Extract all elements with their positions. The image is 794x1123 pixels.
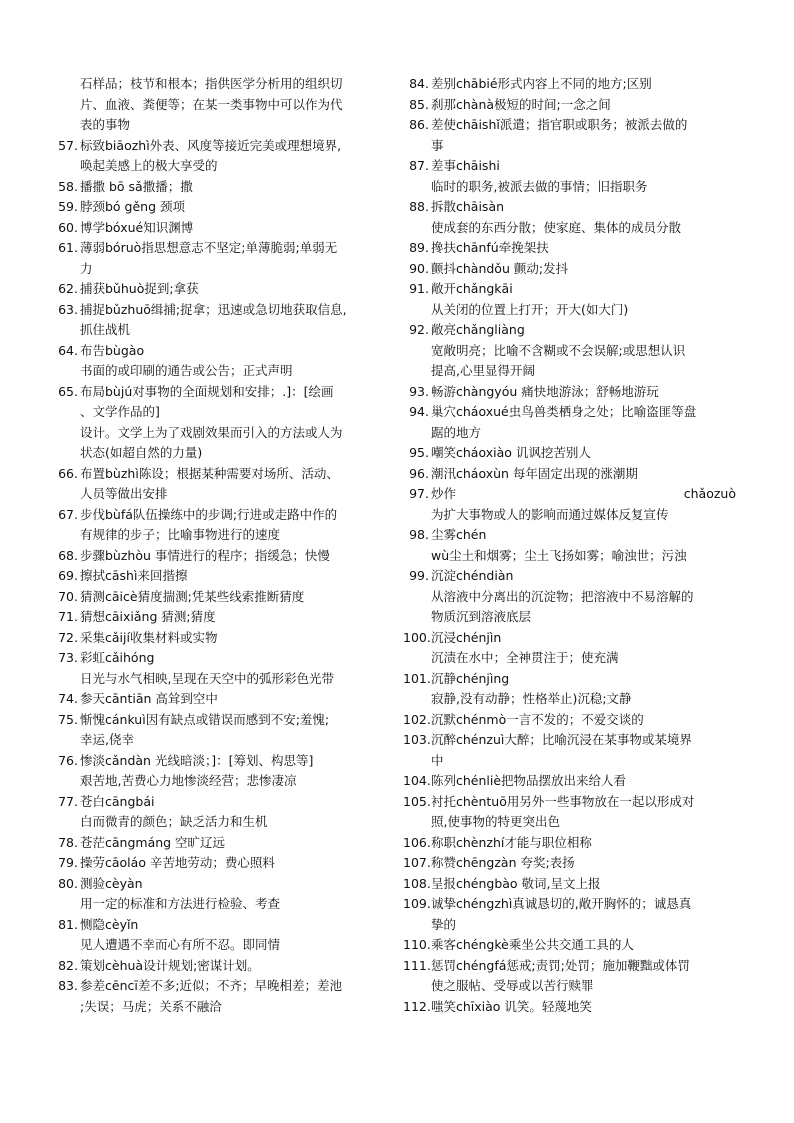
entry-number: 79. xyxy=(58,855,78,870)
vocab-entry xyxy=(403,853,736,874)
vocab-entry xyxy=(50,607,378,628)
entry-number: 63. xyxy=(58,301,78,317)
entry-line: 采集cǎijí收集材料或实物 xyxy=(80,629,218,645)
entry-number: 83. xyxy=(58,978,78,993)
entry-number: 84. xyxy=(409,76,429,91)
entry-line: 搀扶chānfú牵挽架扶 xyxy=(431,240,549,255)
entry-line: 乘客chéngkè乘坐公共交通工具的人 xyxy=(431,937,634,952)
entry-number: 81. xyxy=(58,916,78,932)
vocab-entry xyxy=(403,771,736,792)
entry-text xyxy=(429,443,736,464)
entry-text xyxy=(429,771,736,792)
vocab-entry xyxy=(50,74,378,136)
entry-line: 策划cèhuà设计规划;密谋计划。 xyxy=(80,957,260,973)
entry-line: 中 xyxy=(431,752,444,768)
vocab-entry xyxy=(50,751,378,792)
entry-text xyxy=(429,792,736,833)
vocab-entry xyxy=(50,218,378,239)
entry-number: 70. xyxy=(58,588,78,604)
vocab-entry xyxy=(50,710,378,751)
entry-line: 嘲笑cháoxiào 讥讽挖苦别人 xyxy=(431,445,591,460)
entry-line: 博学bóxué知识渊博 xyxy=(80,219,194,235)
entry-text xyxy=(78,956,378,977)
entry-number: 61. xyxy=(58,240,78,255)
entry-line: 为扩大事物或人的影响而通过媒体反复宣传 xyxy=(431,506,669,522)
entry-text xyxy=(78,833,378,854)
entry-text xyxy=(78,300,378,341)
entry-line: 惨淡cǎndàn 光线暗淡；]：[筹划、构思等] xyxy=(80,752,314,768)
entry-line: 敞亮chǎngliàng xyxy=(431,322,525,337)
entry-text xyxy=(429,464,736,485)
entry-line: 惩罚chéngfá惩戒;责罚;处罚；施加鞭黜或体罚 xyxy=(431,957,690,973)
entry-line: 诚挚chéngzhì真诚恳切的,敞开胸怀的；诚恳真 xyxy=(431,896,692,911)
entry-text xyxy=(78,648,378,689)
entry-line: 力 xyxy=(80,260,93,276)
entry-number: 73. xyxy=(58,650,78,665)
entry-line: 猜测cāicè猜度揣测;凭某些线索推断猜度 xyxy=(80,588,305,604)
entry-text xyxy=(429,833,736,854)
entry-line: 猜想cāixiǎng 猜测;猜度 xyxy=(80,609,216,624)
vocab-entry xyxy=(50,341,378,382)
entry-text xyxy=(429,894,736,935)
entry-text xyxy=(429,115,736,156)
entry-number: 67. xyxy=(58,506,78,522)
entry-line: 步伐bùfá队伍操练中的步调;行进或走路中作的 xyxy=(80,506,338,522)
entry-line: 呈报chéngbào 敬词,呈文上报 xyxy=(431,875,601,891)
entry-number: 96. xyxy=(409,465,429,481)
entry-number: 112. xyxy=(403,998,431,1014)
vocab-entry xyxy=(50,689,378,710)
entry-number: 104. xyxy=(403,773,431,788)
vocab-entry xyxy=(403,956,736,997)
entry-text xyxy=(78,136,378,177)
entry-number: 103. xyxy=(403,732,431,747)
vocab-entry xyxy=(50,853,378,874)
entry-number: 105. xyxy=(403,793,431,809)
entry-line: 使成套的东西分散；使家庭、集体的成员分散 xyxy=(431,219,682,235)
vocab-entry xyxy=(50,382,378,464)
entry-line: 步骤bùzhòu 事情进行的程序；指缓急；快慢 xyxy=(80,547,330,563)
entry-text xyxy=(78,341,378,382)
entry-line: 标致biāozhì外表、风度等接近完美或理想境界, xyxy=(80,137,342,153)
entry-number: 74. xyxy=(58,691,78,706)
entry-line: 见人遭遇不幸而心有所不忍。即同情 xyxy=(80,937,281,952)
entry-line: 幸运,侥幸 xyxy=(80,732,134,747)
entry-number: 106. xyxy=(403,834,431,850)
entry-number: 89. xyxy=(409,240,429,255)
vocab-entry xyxy=(403,443,736,464)
entry-number: 99. xyxy=(409,568,429,583)
entry-line: wù尘土和烟雾；尘土飞扬如雾；喻浊世；污浊 xyxy=(431,547,687,563)
vocab-entry xyxy=(403,874,736,895)
entry-text xyxy=(429,628,736,669)
entry-line: 沉醉chénzuì大醉；比喻沉浸在某事物或某境界 xyxy=(431,732,692,747)
entry-line: 彩虹cǎihóng xyxy=(80,650,155,665)
entry-number: 85. xyxy=(409,96,429,112)
entry-text xyxy=(429,874,736,895)
entry-text xyxy=(429,853,736,874)
entry-line: 巢穴cháoxué虫鸟兽类栖身之处；比喻盗匪等盘 xyxy=(431,404,697,419)
entry-text xyxy=(429,320,736,382)
entry-text xyxy=(429,279,736,320)
vocab-entry xyxy=(403,197,736,238)
entry-line: 擦拭cāshì来回揩擦 xyxy=(80,568,188,583)
entry-number: 108. xyxy=(403,875,431,891)
vocab-entry xyxy=(403,238,736,259)
entry-text xyxy=(78,792,378,833)
vocab-entry xyxy=(50,300,378,341)
vocab-entry xyxy=(50,976,378,1017)
entry-number: 57. xyxy=(58,137,78,153)
entry-line: 参差cēncī差不多;近似；不齐；早晚相差；差池 xyxy=(80,978,343,993)
entry-line: 差别chābié形式内容上不同的地方;区别 xyxy=(431,76,652,91)
entry-text xyxy=(78,197,378,218)
entry-line: 参天cāntiān 高耸到空中 xyxy=(80,691,218,706)
entry-number: 76. xyxy=(58,752,78,768)
entry-text xyxy=(429,956,736,997)
entry-line: 捕捉bǔzhuō缉捕;捉拿；迅速或急切地获取信息, xyxy=(80,301,347,317)
entry-line: 白而微青的颜色；缺乏活力和生机 xyxy=(80,814,268,829)
entry-number: 100. xyxy=(403,629,431,645)
entry-number: 80. xyxy=(58,875,78,891)
entry-text xyxy=(78,976,378,1017)
entry-number: 77. xyxy=(58,793,78,809)
vocab-entry xyxy=(50,587,378,608)
entry-line: 差事chāishi xyxy=(431,158,500,173)
vocab-entry xyxy=(403,525,736,566)
entry-number: 97. xyxy=(409,486,429,501)
entry-line: 称职chènzhí才能与职位相称 xyxy=(431,834,592,850)
entry-text xyxy=(429,997,736,1018)
entry-line: 挚的 xyxy=(431,916,457,932)
entry-line: 沉默chénmò一言不发的；不爱交谈的 xyxy=(431,711,644,727)
entry-line: 操劳cāoláo 辛苦地劳动；费心照料 xyxy=(80,855,275,870)
vocab-entry xyxy=(50,956,378,977)
left-column xyxy=(50,74,378,1017)
vocab-entry xyxy=(50,792,378,833)
entry-number: 69. xyxy=(58,568,78,583)
entry-line: 恻隐cèyǐn xyxy=(80,916,139,932)
entry-line: ;失误；马虎；关系不融洽 xyxy=(80,998,222,1014)
entry-line: 踞的地方 xyxy=(431,424,482,440)
entry-text xyxy=(429,730,736,771)
entry-number: 98. xyxy=(409,527,429,542)
vocab-entry xyxy=(50,546,378,567)
vocab-entry xyxy=(403,382,736,403)
entry-line: 沉渍在水中；全神贯注于；使充满 xyxy=(431,650,619,665)
entry-number: 60. xyxy=(58,219,78,235)
entry-number: 59. xyxy=(58,199,78,214)
entry-number: 91. xyxy=(409,281,429,296)
vocab-entry xyxy=(50,648,378,689)
entry-text xyxy=(429,669,736,710)
entry-number: 66. xyxy=(58,465,78,481)
entry-line: 惭愧cánkuì因有缺点或错误而感到不安;羞愧; xyxy=(80,711,330,727)
vocab-entry xyxy=(403,484,736,525)
entry-text xyxy=(78,628,378,649)
entry-line: 、文学作品的] xyxy=(80,404,160,419)
entry-text xyxy=(429,935,736,956)
vocab-entry xyxy=(403,259,736,280)
vocab-entry xyxy=(403,115,736,156)
entry-line: 播撒 bō sǎ撒播；撒 xyxy=(80,178,193,194)
entry-text xyxy=(429,259,736,280)
entry-line: 布告bùgào xyxy=(80,342,145,358)
entry-line: 潮汛cháoxùn 每年固定出现的涨潮期 xyxy=(431,465,638,481)
vocab-entry xyxy=(403,464,736,485)
entry-line: 拆散chāisàn xyxy=(431,199,505,214)
entry-number: 72. xyxy=(58,629,78,645)
entry-text xyxy=(429,382,736,403)
entry-line: 用一定的标准和方法进行检验、考查 xyxy=(80,896,281,911)
entry-text xyxy=(78,874,378,915)
entry-number: 86. xyxy=(409,117,429,132)
entry-line-with-pinyin xyxy=(431,484,736,505)
entry-line: 测验cèyàn xyxy=(80,875,143,891)
entry-number: 93. xyxy=(409,383,429,399)
entry-line: 事 xyxy=(431,137,444,153)
entry-number: 111. xyxy=(403,957,431,973)
entry-line: 日光与水气相映,呈现在天空中的弧形彩色光带 xyxy=(80,670,334,686)
entry-number: 92. xyxy=(409,322,429,337)
entry-line: 苍白cāngbái xyxy=(80,793,155,809)
vocab-entry xyxy=(50,874,378,915)
entry-text xyxy=(78,607,378,628)
entry-line: 刹那chànà极短的时间;一念之间 xyxy=(431,96,611,112)
vocab-entry xyxy=(50,177,378,198)
entry-line: 使之服帖、受辱或以苦行赎罪 xyxy=(431,978,594,993)
entry-line: 差使chāishǐ派遣；指官职或职务；被派去做的 xyxy=(431,117,688,132)
entry-text xyxy=(429,484,736,525)
entry-text xyxy=(429,156,736,197)
entry-number: 107. xyxy=(403,855,431,870)
entry-line: 石样品；枝节和根本；指供医学分析用的组织切 xyxy=(80,76,343,91)
entry-headword: 炒作 xyxy=(431,486,457,501)
entry-number: 102. xyxy=(403,711,431,727)
entry-number: 68. xyxy=(58,547,78,563)
entry-line: 从溶液中分离出的沉淀物；把溶液中不易溶解的 xyxy=(431,588,694,604)
entry-text xyxy=(78,566,378,587)
entry-number: 71. xyxy=(58,609,78,624)
entry-line: 照,使事物的特更突出色 xyxy=(431,814,560,829)
entry-text xyxy=(78,853,378,874)
entry-line: 设计。文学上为了戏剧效果而引入的方法或人为 xyxy=(80,424,343,440)
vocab-entry xyxy=(403,730,736,771)
vocab-entry xyxy=(403,320,736,382)
entry-text xyxy=(78,689,378,710)
entry-number: 65. xyxy=(58,383,78,399)
entry-text xyxy=(429,74,736,95)
entry-line: 表的事物 xyxy=(80,117,131,132)
vocab-entry xyxy=(50,464,378,505)
vocab-entry xyxy=(403,402,736,443)
vocab-entry xyxy=(50,833,378,854)
entry-line: 有规律的步子；比喻事物进行的速度 xyxy=(80,527,281,542)
entry-line: 称赞chēngzàn 夸奖;表扬 xyxy=(431,855,575,870)
entry-number: 94. xyxy=(409,404,429,419)
entry-line: 布置bùzhì陈设；根据某种需要对场所、活动、 xyxy=(80,465,339,481)
entry-line: 状态(如超自然的力量) xyxy=(80,445,203,460)
entry-line: 片、血液、粪便等；在某一类事物中可以作为代 xyxy=(80,96,343,112)
right-column xyxy=(403,74,736,1017)
entry-text xyxy=(78,464,378,505)
entry-text xyxy=(429,566,736,628)
entry-pinyin: chǎozuò xyxy=(683,486,736,501)
entry-text xyxy=(429,197,736,238)
entry-line: 抓住战机 xyxy=(80,322,131,337)
entry-line: 苍茫cāngmáng 空旷辽远 xyxy=(80,834,226,850)
entry-number: 95. xyxy=(409,445,429,460)
entry-line: 沉淀chéndiàn xyxy=(431,568,514,583)
vocab-entry xyxy=(403,279,736,320)
entry-line: 书面的或印刷的通告或公告；正式声明 xyxy=(80,363,293,378)
entry-line: 宽敞明亮；比喻不含糊或不会误解;或思想认识 xyxy=(431,342,686,358)
entry-line: 寂静,没有动静；性格举止)沉稳;文静 xyxy=(431,691,632,706)
vocab-entry xyxy=(403,997,736,1018)
entry-number: 82. xyxy=(58,957,78,973)
entry-line: 捕获bǔhuò捉到;拿获 xyxy=(80,281,199,296)
vocab-entry xyxy=(403,156,736,197)
entry-line: 颤抖chàndǒu 颤动;发抖 xyxy=(431,260,569,276)
entry-text xyxy=(78,751,378,792)
vocab-entry xyxy=(50,136,378,177)
entry-line: 物质沉到溶液底层 xyxy=(431,609,532,624)
vocab-entry xyxy=(50,628,378,649)
entry-line: 提高,心里显得开阔 xyxy=(431,363,535,378)
entry-line: 衬托chèntuō用另外一些事物放在一起以形成对 xyxy=(431,793,695,809)
entry-text xyxy=(78,74,378,136)
entry-line: 尘雾chén xyxy=(431,527,487,542)
vocab-entry xyxy=(403,669,736,710)
vocab-entry xyxy=(403,894,736,935)
entry-number: 62. xyxy=(58,281,78,296)
entry-line: 从关闭的位置上打开；开大(如大门) xyxy=(431,301,629,317)
entry-text xyxy=(429,95,736,116)
entry-number: 109. xyxy=(403,896,431,911)
vocab-entry xyxy=(50,279,378,300)
entry-text xyxy=(429,710,736,731)
entry-line: 沉浸chénjìn xyxy=(431,629,502,645)
vocab-entry xyxy=(403,95,736,116)
vocab-entry xyxy=(403,628,736,669)
entry-text xyxy=(78,587,378,608)
entry-line: 人员等做出安排 xyxy=(80,486,168,501)
vocab-entry xyxy=(403,935,736,956)
entry-text xyxy=(429,525,736,566)
entry-text xyxy=(78,177,378,198)
entry-text xyxy=(78,505,378,546)
entry-line: 薄弱bóruò指思想意志不坚定;单薄脆弱;单弱无 xyxy=(80,240,338,255)
vocab-entry xyxy=(403,566,736,628)
entry-line: 临时的职务,被派去做的事情；旧指职务 xyxy=(431,178,648,194)
entry-text xyxy=(78,546,378,567)
entry-line: 艰苦地,苦费心力地惨淡经营；悲惨凄凉 xyxy=(80,773,297,788)
entry-text xyxy=(78,382,378,464)
entry-line: 唤起美感上的极大享受的 xyxy=(80,158,218,173)
entry-text xyxy=(429,402,736,443)
entry-number: 101. xyxy=(403,670,431,686)
entry-text xyxy=(78,279,378,300)
entry-text xyxy=(78,710,378,751)
entry-line: 脖颈bó gěng 颈项 xyxy=(80,199,186,214)
vocab-entry xyxy=(403,792,736,833)
entry-number: 87. xyxy=(409,158,429,173)
entry-number: 88. xyxy=(409,199,429,214)
vocab-entry xyxy=(403,710,736,731)
entry-line: 嗤笑chīxiào 讥笑。轻蔑地笑 xyxy=(431,998,592,1014)
entry-text xyxy=(78,915,378,956)
entry-number xyxy=(50,74,78,136)
entry-text xyxy=(429,238,736,259)
entry-number: 110. xyxy=(403,937,431,952)
entry-line: 陈列chénliè把物品摆放出来给人看 xyxy=(431,773,627,788)
vocab-entry xyxy=(50,915,378,956)
vocab-entry xyxy=(50,238,378,279)
vocab-entry xyxy=(403,74,736,95)
vocab-entry xyxy=(50,566,378,587)
entry-line: 布局bùjú对事物的全面规划和安排；.]：[绘画 xyxy=(80,383,334,399)
entry-number: 78. xyxy=(58,834,78,850)
entry-number: 64. xyxy=(58,342,78,358)
entry-line: 畅游chàngyóu 痛快地游泳；舒畅地游玩 xyxy=(431,383,659,399)
entry-line: 敞开chǎngkāi xyxy=(431,281,513,296)
entry-number: 58. xyxy=(58,178,78,194)
vocab-entry xyxy=(50,197,378,218)
entry-text xyxy=(78,218,378,239)
entry-line: 沉静chénjìng xyxy=(431,670,510,686)
entry-text xyxy=(78,238,378,279)
entry-number: 75. xyxy=(58,711,78,727)
entry-number: 90. xyxy=(409,260,429,276)
vocab-entry xyxy=(403,833,736,854)
vocab-entry xyxy=(50,505,378,546)
